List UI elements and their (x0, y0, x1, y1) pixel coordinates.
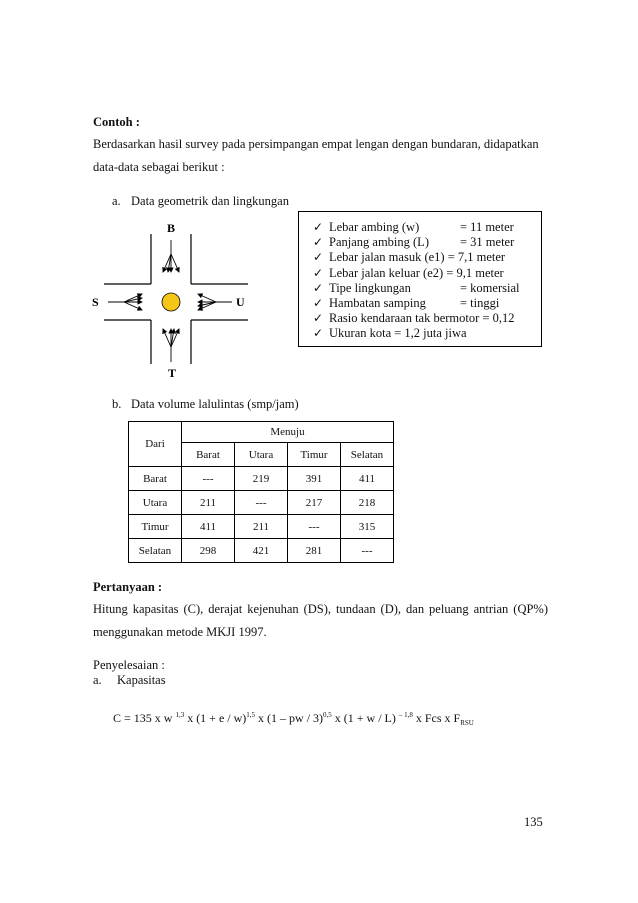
cell: --- (235, 491, 288, 515)
geometry-item (313, 235, 541, 250)
formula-part: x (1 + e / w) (184, 711, 247, 725)
formula-part: x (1 – pw / 3) (255, 711, 324, 725)
checkmark-icon: ✓ (313, 280, 324, 295)
geometry-item (313, 281, 541, 296)
header-from: Dari (129, 422, 182, 467)
solution-heading: Penyelesaian : (93, 658, 165, 672)
geometry-label: Lebar jalan keluar (e2) = 9,1 meter (329, 265, 504, 280)
geometry-data-box (298, 211, 542, 347)
column-header: Timur (288, 443, 341, 467)
west-approach-arrows (108, 294, 142, 310)
geometry-item (313, 311, 541, 326)
checkmark-icon: ✓ (313, 250, 324, 265)
row-from: Utara (129, 491, 182, 515)
geometry-item (313, 296, 541, 311)
formula-exponent: 1,3 (175, 711, 185, 719)
header-to: Menuju (182, 422, 394, 443)
formula-part: C = 135 x w (113, 711, 176, 725)
intersection-diagram (88, 214, 268, 384)
checkmark-icon: ✓ (313, 235, 324, 250)
column-header: Utara (235, 443, 288, 467)
cell: 298 (182, 539, 235, 563)
table-row (129, 491, 394, 515)
geometry-label: Panjang ambing (L) (329, 235, 429, 250)
row-from: Timur (129, 515, 182, 539)
cell: 211 (235, 515, 288, 539)
geometry-label: Ukuran kota = 1,2 juta jiwa (329, 326, 467, 341)
page-number: 135 (524, 815, 543, 829)
checkmark-icon: ✓ (313, 265, 324, 280)
section-b-label: b. (112, 397, 122, 411)
section-b-title: Data volume lalulintas (smp/jam) (131, 397, 299, 411)
row-from: Selatan (129, 539, 182, 563)
label-south: T (168, 366, 177, 380)
column-header: Selatan (341, 443, 394, 467)
solution-item-title: Kapasitas (117, 673, 166, 687)
checkmark-icon: ✓ (313, 295, 324, 310)
section-a-title: Data geometrik dan lingkungan (131, 194, 289, 208)
row-from: Barat (129, 467, 182, 491)
formula-exponent: 1,5 (246, 711, 256, 719)
formula-subscript: RSU (460, 719, 474, 727)
geometry-label: Lebar jalan masuk (e1) = 7,1 meter (329, 250, 506, 265)
formula-part: x (1 + w / L) (331, 711, 399, 725)
cell: 218 (341, 491, 394, 515)
geometry-value: = 31 meter (460, 235, 515, 250)
column-header: Barat (182, 443, 235, 467)
cell: 219 (235, 467, 288, 491)
traffic-volume-table (128, 421, 394, 563)
table-row (129, 467, 394, 491)
checkmark-icon: ✓ (313, 311, 324, 326)
east-approach-arrows (198, 294, 232, 310)
example-heading: Contoh : (93, 115, 140, 129)
cell: 211 (182, 491, 235, 515)
roundabout-circle (162, 293, 180, 311)
geometry-label: Rasio kendaraan tak bermotor = 0,12 (329, 311, 515, 326)
formula-exponent: 0,5 (323, 711, 332, 719)
question-line-1: Hitung kapasitas (C), derajat kejenuhan (DS), tundaan (D), dan peluang antrian (QP%) (93, 602, 548, 616)
intro-line-1: Berdasarkan hasil survey pada persimpangan empat lengan dengan bundaran, didapatkan (93, 137, 539, 151)
cell: --- (182, 467, 235, 491)
cell: --- (341, 539, 394, 563)
capacity-formula (113, 710, 474, 728)
label-west: S (92, 295, 99, 309)
cell: 281 (288, 539, 341, 563)
cell: --- (288, 515, 341, 539)
south-approach-arrows (163, 329, 179, 362)
checkmark-icon: ✓ (313, 220, 324, 234)
cell: 391 (288, 467, 341, 491)
question-heading: Pertanyaan : (93, 580, 163, 594)
intro-line-2: data-data sebagai berikut : (93, 160, 225, 174)
geometry-label: Hambatan samping (329, 295, 426, 310)
checkmark-icon: ✓ (313, 326, 324, 341)
geometry-item (313, 266, 541, 281)
cell: 411 (182, 515, 235, 539)
geometry-value: = komersial (460, 280, 520, 295)
cell: 411 (341, 467, 394, 491)
table-row (129, 515, 394, 539)
north-approach-arrows (163, 240, 179, 272)
geometry-item (313, 326, 541, 341)
cell: 217 (288, 491, 341, 515)
section-a-label: a. (112, 194, 121, 208)
geometry-value: = 11 meter (460, 220, 514, 234)
geometry-value: = tinggi (460, 295, 500, 310)
geometry-label: Tipe lingkungan (329, 280, 411, 295)
cell: 315 (341, 515, 394, 539)
label-north: B (167, 221, 176, 235)
geometry-label: Lebar ambing (w) (329, 220, 420, 234)
geometry-item (313, 250, 541, 265)
solution-item-label: a. (93, 673, 102, 687)
geometry-item (313, 220, 541, 235)
cell: 421 (235, 539, 288, 563)
table-row (129, 539, 394, 563)
formula-exponent: – 1,8 (398, 711, 413, 719)
question-line-2: menggunakan metode MKJI 1997. (93, 625, 267, 639)
formula-part: x Fcs x F (412, 711, 461, 725)
label-east: U (236, 295, 245, 309)
